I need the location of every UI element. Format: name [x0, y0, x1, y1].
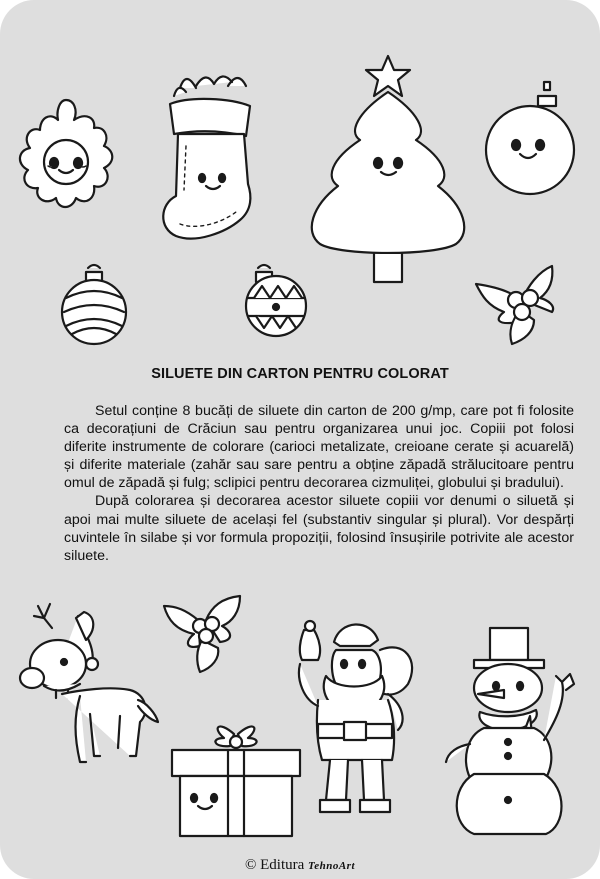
publisher-footer: [0, 857, 600, 874]
round-ornament-icon: [486, 82, 574, 194]
reindeer-icon: [20, 604, 158, 762]
publisher-logo: TehnoArt: [308, 860, 356, 872]
gift-box-icon: [172, 726, 300, 836]
paragraph-2: După colorarea și decorarea acestor siluete copiii vor denumi o siluetă și apoi mai multe siluete de același fel (substantiv singular și plural). Vor despărți cuvintele în silabe și vor formula propoziții, folosind însușirile potrivite ale acestor siluete.: [64, 493, 574, 564]
holly-icon: [476, 266, 553, 344]
geometric-bauble-icon: [246, 265, 306, 336]
copyright-text: © Editura: [244, 857, 305, 873]
holly-sprig-icon: [164, 596, 240, 672]
paragraph-1: Setul conține 8 bucăți de siluete din carton de 200 g/mp, care pot fi folosite ca decorațiuni de Crăciun sau pentru organizarea unui joc. Copiii pot folosi diferite instrumente de colorare (carioci metalizate, creioane cerate și acuarelă) și diferite materiale (zahăr sau sare pentru a obține zăpadă strălucitoare pentru omul de zăpadă și fulg; sclipici pentru decorarea cizmuliței, globului și bradului).: [64, 403, 574, 492]
santa-icon: [299, 621, 412, 812]
snowflake-icon: [20, 100, 112, 207]
description-text: [64, 402, 574, 565]
stocking-icon: [163, 76, 250, 238]
christmas-tree-icon: [312, 56, 464, 282]
page-title: SILUETE DIN CARTON PENTRU COLORAT: [151, 366, 449, 382]
snowman-icon: [446, 628, 574, 834]
striped-bauble-icon: [62, 265, 126, 344]
